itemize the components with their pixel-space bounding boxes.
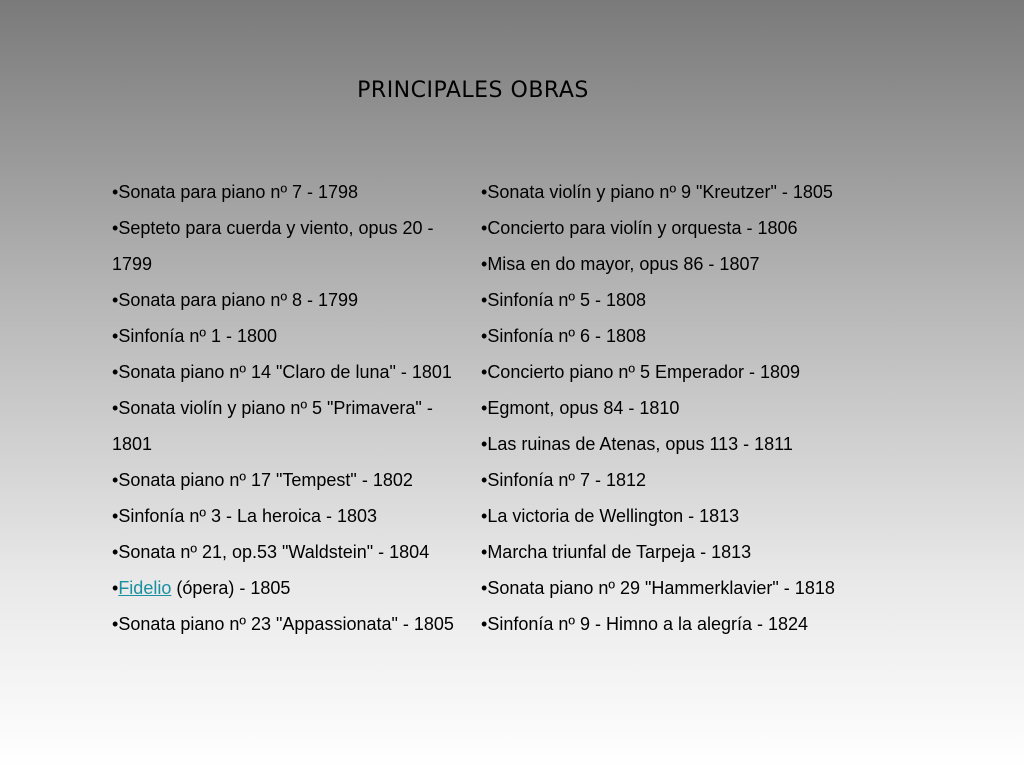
list-item: •Sinfonía nº 6 - 1808 xyxy=(481,326,646,346)
list-item: •Sonata violín y piano nº 5 "Primavera" - 1801 xyxy=(112,398,433,454)
list-item-fidelio: •Fidelio (ópera) - 1805 xyxy=(112,578,291,598)
list-item: •Sonata para piano nº 7 - 1798 xyxy=(112,182,359,202)
list-item: •Sinfonía nº 3 - La heroica - 1803 xyxy=(112,506,378,526)
list-item: •Marcha triunfal de Tarpeja - 1813 xyxy=(481,542,752,562)
page-title: PRINCIPALES OBRAS xyxy=(357,78,589,103)
fidelio-link[interactable]: Fidelio xyxy=(118,578,172,598)
works-list-right xyxy=(481,174,851,642)
list-item: •La victoria de Wellington - 1813 xyxy=(481,506,740,526)
works-list-left xyxy=(112,174,472,642)
list-item: •Sonata piano nº 17 "Tempest" - 1802 xyxy=(112,470,413,490)
list-item: •Sonata piano nº 23 "Appassionata" - 1805 xyxy=(112,614,454,634)
list-item: •Sinfonía nº 5 - 1808 xyxy=(481,290,646,310)
list-item: •Sinfonía nº 9 - Himno a la alegría - 1824 xyxy=(481,614,809,634)
list-item: •Egmont, opus 84 - 1810 xyxy=(481,398,680,418)
list-item: •Sonata nº 21, op.53 "Waldstein" - 1804 xyxy=(112,542,430,562)
list-item: •Sinfonía nº 1 - 1800 xyxy=(112,326,277,346)
list-item: •Sonata piano nº 29 "Hammerklavier" - 1818 xyxy=(481,578,835,598)
list-item: •Sonata violín y piano nº 9 "Kreutzer" - 1805 xyxy=(481,182,833,202)
list-item: •Concierto para violín y orquesta - 1806 xyxy=(481,218,798,238)
list-item: •Sonata piano nº 14 "Claro de luna" - 1801 xyxy=(112,362,452,382)
list-item: •Sonata para piano nº 8 - 1799 xyxy=(112,290,359,310)
list-item: •Septeto para cuerda y viento, opus 20 - 1799 xyxy=(112,218,434,274)
list-item: •Sinfonía nº 7 - 1812 xyxy=(481,470,646,490)
list-item: •Misa en do mayor, opus 86 - 1807 xyxy=(481,254,760,274)
list-item: •Las ruinas de Atenas, opus 113 - 1811 xyxy=(481,434,793,454)
list-item: •Concierto piano nº 5 Emperador - 1809 xyxy=(481,362,801,382)
